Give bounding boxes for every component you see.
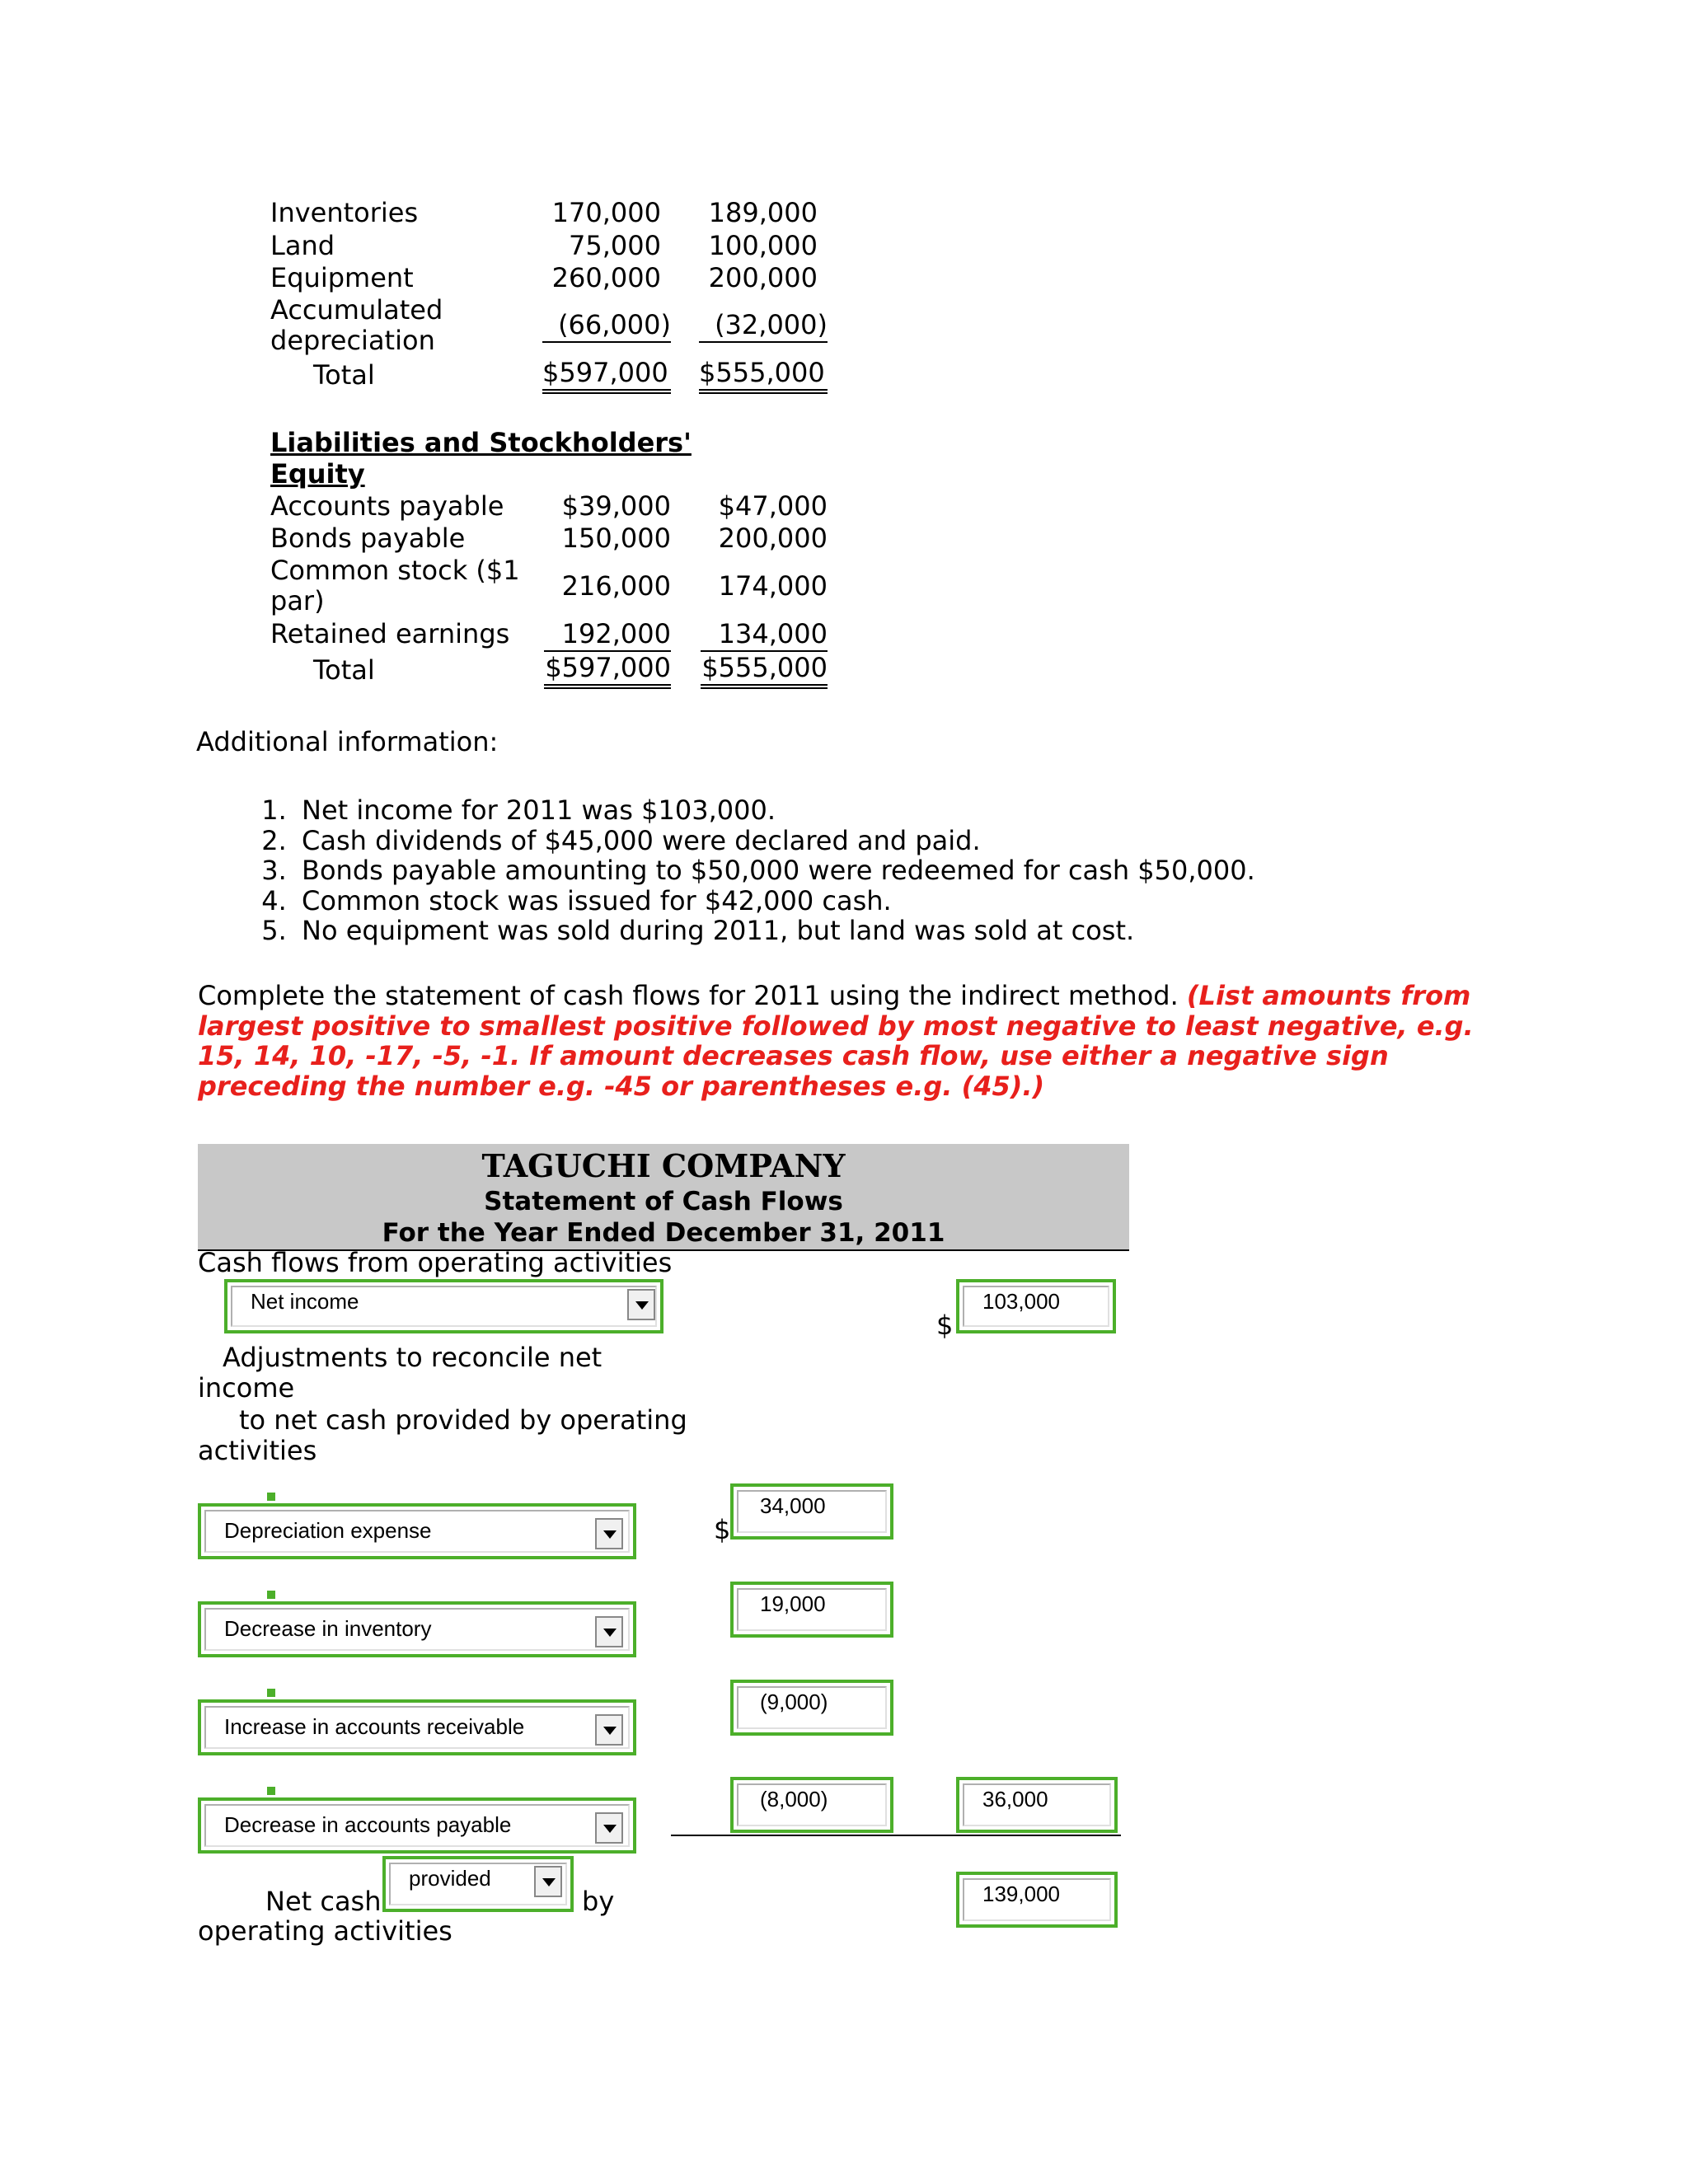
instructions-emphasis: (List amounts from largest positive to smallest positive followed by most negative to least negative, e.g. 15, 14, 10, -17, -5, -1. If amount decreases cash flow, use either a negative sign preceding the number e.g. -45 or parentheses e.g. (45).) (198, 980, 1474, 1102)
net-cash-select[interactable] (382, 1856, 574, 1912)
chevron-down-icon[interactable] (595, 1518, 623, 1549)
section-operating-label: Cash flows from operating activities (198, 1247, 673, 1278)
net-cash-label: Net cash (265, 1886, 382, 1917)
adjustment-1-input[interactable] (730, 1483, 893, 1540)
adjustment-total-input[interactable] (956, 1777, 1118, 1833)
chevron-down-icon[interactable] (534, 1866, 562, 1897)
net-cash-select-value: provided (409, 1866, 491, 1891)
additional-info-heading: Additional information: (196, 726, 499, 757)
asset-label-equipment: Equipment (270, 262, 414, 293)
info-item-5: 5. No equipment was sold during 2011, but land was sold at cost. (295, 916, 1255, 946)
subtotal-rule (671, 1835, 1121, 1836)
row-marker-icon (267, 1689, 275, 1697)
net-income-input[interactable] (956, 1279, 1116, 1333)
liab-label-common-stock-1: Common stock ($1 (270, 555, 520, 586)
net-income-select[interactable] (224, 1279, 663, 1333)
net-income-select-value: Net income (251, 1289, 359, 1314)
adjustment-2-select-value: Decrease in inventory (224, 1616, 432, 1641)
adjustment-1-select-value: Depreciation expense (224, 1518, 432, 1543)
row-marker-icon (267, 1493, 275, 1501)
adjustment-total-value: 36,000 (982, 1787, 1048, 1811)
statement-title: Statement of Cash Flows (484, 1187, 843, 1216)
asset-label-land: Land (270, 230, 335, 261)
instructions (198, 981, 1484, 1101)
liab-bonds-2010: 200,000 (718, 523, 828, 554)
net-income-dollar: $ (936, 1310, 954, 1341)
chevron-down-icon[interactable] (595, 1812, 623, 1844)
asset-total-label: Total (313, 359, 375, 391)
liab-ap-2010: $47,000 (718, 490, 828, 522)
liab-common-2011: 216,000 (561, 570, 671, 602)
info-item-2: 2. Cash dividends of $45,000 were declared and paid. (295, 826, 1255, 856)
asset-inventories-2011: 170,000 (551, 197, 661, 228)
asset-label-inventories: Inventories (270, 197, 419, 228)
adjust-line-1: Adjustments to reconcile net (223, 1342, 603, 1373)
row-marker-icon (267, 1787, 275, 1795)
asset-equipment-2010: 200,000 (708, 262, 818, 293)
asset-land-2011: 75,000 (569, 230, 661, 261)
asset-accum-2010: (32,000) (699, 308, 828, 343)
adjustment-1-value: 34,000 (760, 1493, 826, 1518)
liab-label-common-stock-2: par) (270, 585, 325, 616)
statement-period: For the Year Ended December 31, 2011 (382, 1218, 945, 1248)
asset-total-2010: $555,000 (699, 356, 828, 394)
adjustment-3-select-value: Increase in accounts receivable (224, 1714, 525, 1739)
instructions-plain: Complete the statement of cash flows for 2011 using the indirect method. (198, 980, 1187, 1011)
liab-total-2011: $597,000 (544, 651, 671, 689)
chevron-down-icon[interactable] (595, 1714, 623, 1746)
adjustment-4-select[interactable] (198, 1797, 636, 1854)
liabilities-heading-line1: Liabilities and Stockholders' (270, 427, 692, 458)
additional-info-list (239, 795, 1255, 946)
liab-label-bonds-payable: Bonds payable (270, 523, 466, 554)
row-marker-icon (267, 1591, 275, 1599)
liab-ap-2011: $39,000 (561, 490, 671, 522)
asset-equipment-2011: 260,000 (551, 262, 661, 293)
asset-land-2010: 100,000 (708, 230, 818, 261)
asset-accum-2011: (66,000) (542, 308, 671, 343)
liab-total-label: Total (313, 654, 375, 686)
adjustment-4-select-value: Decrease in accounts payable (224, 1812, 512, 1837)
liab-label-retained-earnings: Retained earnings (270, 618, 510, 649)
adjustment-3-select[interactable] (198, 1699, 636, 1755)
asset-label-depreciation: depreciation (270, 325, 435, 356)
net-income-value: 103,000 (982, 1289, 1060, 1314)
info-item-3: 3. Bonds payable amounting to $50,000 were redeemed for cash $50,000. (295, 855, 1255, 886)
net-cash-input[interactable] (956, 1872, 1118, 1928)
adjustment-dollar: $ (714, 1514, 731, 1545)
adjustment-4-value: (8,000) (760, 1787, 828, 1811)
liab-retained-2011: 192,000 (544, 617, 671, 652)
adjust-line-4: activities (198, 1435, 317, 1466)
asset-label-accumulated: Accumulated (270, 294, 443, 326)
chevron-down-icon[interactable] (595, 1616, 623, 1647)
liabilities-heading-line2: Equity (270, 458, 365, 490)
liab-bonds-2011: 150,000 (561, 523, 671, 554)
company-name: TAGUCHI COMPANY (481, 1147, 846, 1184)
net-cash-label-2: operating activities (198, 1915, 452, 1947)
adjustment-2-select[interactable] (198, 1601, 636, 1657)
liab-retained-2010: 134,000 (701, 617, 828, 652)
info-item-4: 4. Common stock was issued for $42,000 cash. (295, 886, 1255, 916)
adjustment-3-value: (9,000) (760, 1690, 828, 1714)
adjust-line-2: income (198, 1372, 295, 1404)
asset-inventories-2010: 189,000 (708, 197, 818, 228)
net-cash-by: by (582, 1886, 615, 1917)
adjustment-4-input[interactable] (730, 1777, 893, 1833)
statement-header (198, 1144, 1129, 1251)
liab-label-accounts-payable: Accounts payable (270, 490, 504, 522)
chevron-down-icon[interactable] (627, 1289, 655, 1320)
info-item-1: 1. Net income for 2011 was $103,000. (295, 795, 1255, 826)
liab-common-2010: 174,000 (718, 570, 828, 602)
adjustment-3-input[interactable] (730, 1680, 893, 1736)
adjustment-2-input[interactable] (730, 1582, 893, 1638)
adjustment-2-value: 19,000 (760, 1591, 826, 1616)
asset-total-2011: $597,000 (542, 356, 671, 394)
net-cash-value: 139,000 (982, 1882, 1060, 1906)
adjustment-1-select[interactable] (198, 1503, 636, 1559)
liab-total-2010: $555,000 (701, 651, 828, 689)
adjust-line-3: to net cash provided by operating (239, 1404, 687, 1436)
